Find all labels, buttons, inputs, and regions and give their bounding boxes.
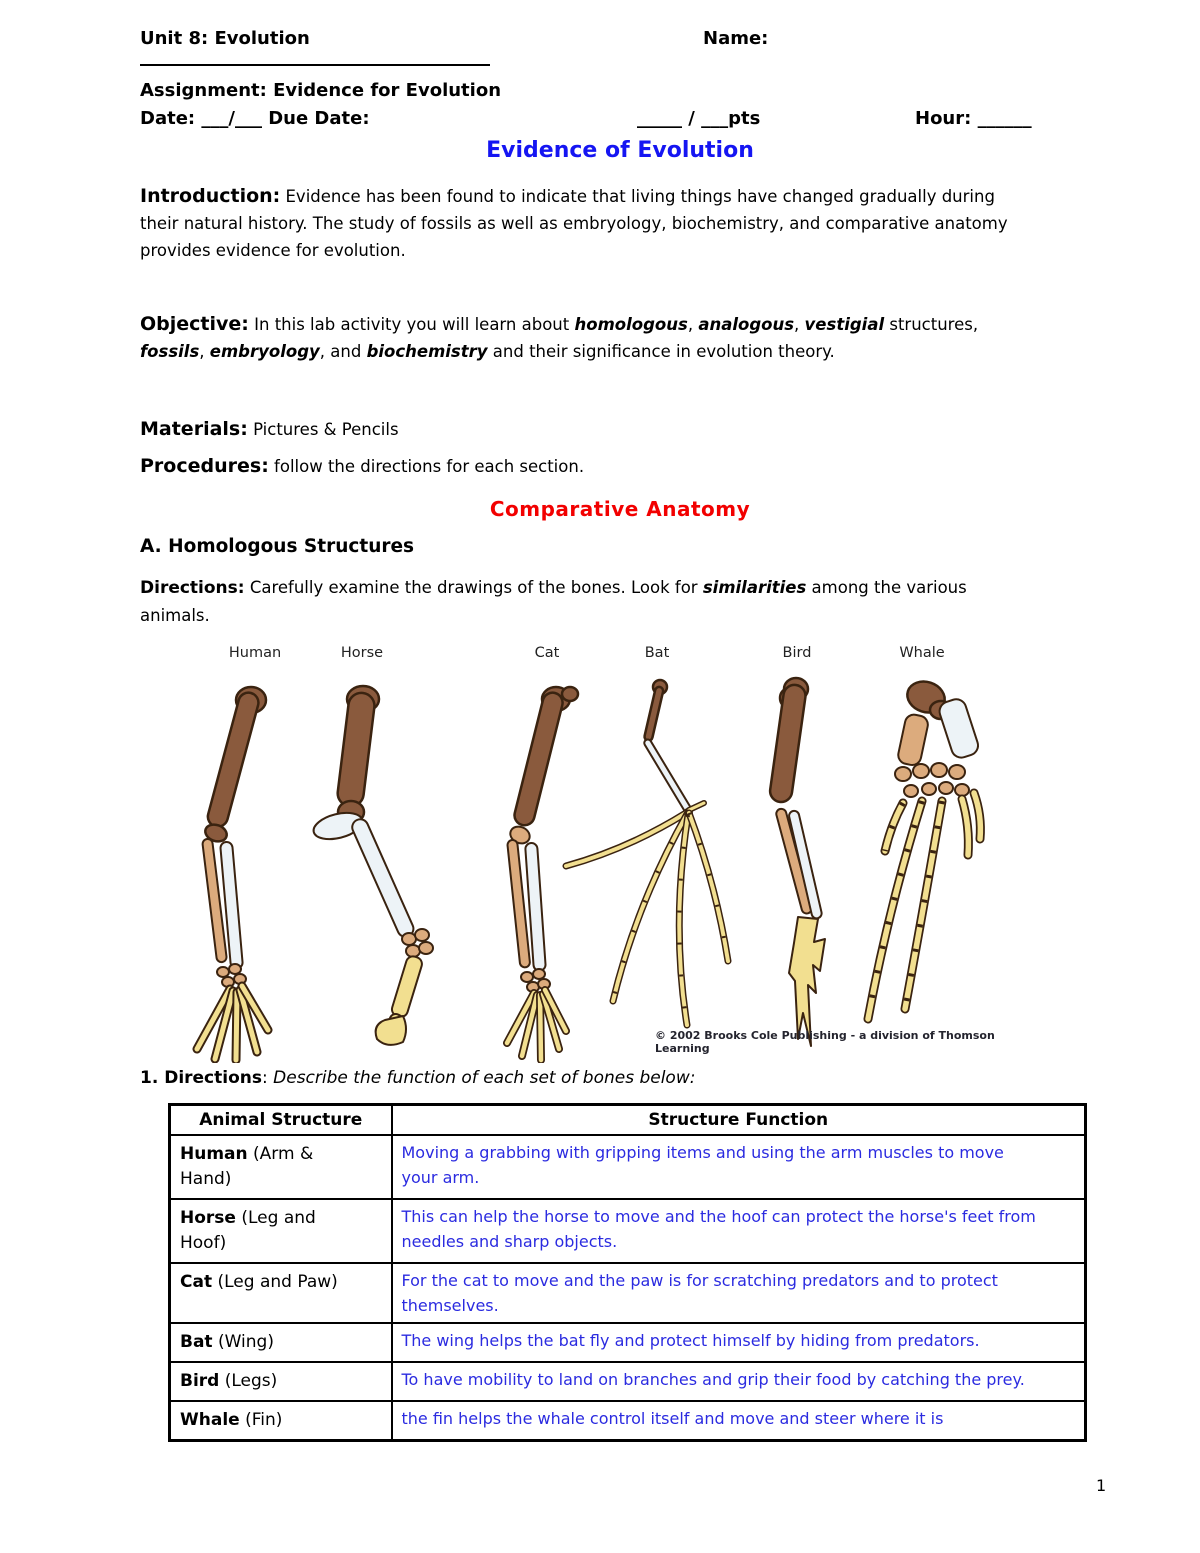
- animal-cell-human: [170, 1135, 392, 1199]
- label-whale: Whale: [899, 645, 945, 661]
- directions-1-text: Describe the function of each set of bones below:: [273, 1068, 696, 1088]
- animal-part: (Leg and Hoof): [180, 1208, 316, 1253]
- animal-name: Whale: [180, 1410, 240, 1430]
- objective-text: ,: [794, 315, 805, 334]
- animal-name: Human: [180, 1144, 248, 1164]
- objective-text: structures,: [884, 315, 979, 334]
- introduction-paragraph: [140, 183, 1010, 264]
- keyword-analogous: analogous: [698, 315, 795, 334]
- animal-part: (Arm & Hand): [180, 1144, 314, 1189]
- name-label: Name:: [703, 28, 769, 49]
- date-due-label: Date: ___/___ Due Date:: [140, 108, 370, 129]
- whale-fin-drawing: [868, 677, 981, 1019]
- bird-wing-drawing: [769, 678, 825, 1046]
- animal-cell-cat: [170, 1263, 392, 1323]
- objective-text: ,: [687, 315, 699, 334]
- animal-name: Bird: [180, 1371, 220, 1391]
- directions-a-text: among the various animals.: [140, 578, 967, 625]
- animal-name: Horse: [180, 1208, 236, 1228]
- directions-a-text: Carefully examine the drawings of the bones. Look for: [244, 578, 703, 597]
- objective-text: ,: [199, 342, 210, 361]
- figure-copyright: © 2002 Brooks Cole Publishing - a division of Thomson Learning: [655, 1029, 995, 1055]
- function-answer-whale: the fin helps the whale control itself and move and steer where it is: [392, 1401, 1086, 1441]
- col-header-animal-structure: Animal Structure: [170, 1105, 392, 1136]
- function-answer-bird: To have mobility to land on branches and grip their food by catching the prey.: [392, 1362, 1086, 1401]
- objective-paragraph: [140, 311, 1010, 365]
- keyword-vestigial: vestigial: [804, 315, 885, 334]
- bat-wing-drawing: [566, 680, 728, 1025]
- procedures-line: [140, 453, 1010, 480]
- name-blank-line: [140, 64, 490, 66]
- keyword-embryology: embryology: [209, 342, 320, 361]
- keyword-biochemistry: biochemistry: [366, 342, 488, 361]
- keyword-fossils: fossils: [140, 342, 200, 361]
- animal-part: (Wing): [212, 1332, 274, 1352]
- keyword-similarities: similarities: [702, 578, 807, 597]
- directions-1-line: [140, 1068, 695, 1088]
- table-header-row: [170, 1105, 1086, 1136]
- procedures-text: follow the directions for each section.: [268, 457, 585, 476]
- function-answer-cat: For the cat to move and the paw is for scratching predators and to protect themselves.: [392, 1263, 1086, 1323]
- bone-comparison-figure: [150, 643, 1010, 1063]
- objective-text: In this lab activity you will learn about: [248, 315, 575, 334]
- animal-part: (Legs): [219, 1371, 278, 1391]
- objective-text: and their significance in evolution theory.: [487, 342, 835, 361]
- objective-text: , and: [319, 342, 367, 361]
- animal-cell-horse: [170, 1199, 392, 1263]
- label-human: Human: [228, 645, 282, 661]
- directions-1-colon: :: [262, 1068, 274, 1088]
- label-bird: Bird: [782, 645, 812, 661]
- table-row-bat: [170, 1323, 1086, 1362]
- function-answer-horse: This can help the horse to move and the hoof can protect the horse's feet from needles and sharp objects.: [392, 1199, 1086, 1263]
- table-row-whale: [170, 1401, 1086, 1441]
- animal-part: (Fin): [239, 1410, 283, 1430]
- animal-cell-bird: [170, 1362, 392, 1401]
- animal-cell-whale: [170, 1401, 392, 1441]
- bone-diagram-svg: [150, 643, 1010, 1063]
- introduction-label: Introduction:: [140, 185, 281, 207]
- page-number: 1: [1096, 1476, 1107, 1495]
- horse-forelimb-drawing: [311, 686, 433, 1045]
- page-title: Evidence of Evolution: [486, 138, 754, 163]
- materials-text: Pictures & Pencils: [247, 420, 399, 439]
- unit-heading: Unit 8: Evolution: [140, 28, 310, 49]
- table-row-bird: [170, 1362, 1086, 1401]
- table-row-horse: [170, 1199, 1086, 1263]
- table-row-cat: [170, 1263, 1086, 1323]
- introduction-text: Evidence has been found to indicate that living things have changed gradually during their natural history. The study of fossils as well as embryology, biochemistry, and comparative anatomy provides evidence for evolution.: [140, 187, 1008, 260]
- label-bat: Bat: [644, 645, 670, 661]
- cat-forelimb-drawing: [507, 687, 578, 1060]
- animal-name: Cat: [180, 1272, 213, 1292]
- table-row-human: [170, 1135, 1086, 1199]
- col-header-structure-function: Structure Function: [392, 1105, 1086, 1136]
- function-answer-human: Moving a grabbing with gripping items and using the arm muscles to move your arm.: [392, 1135, 1086, 1199]
- human-forelimb-drawing: [197, 687, 268, 1060]
- label-cat: Cat: [534, 645, 560, 661]
- animal-part: (Leg and Paw): [212, 1272, 338, 1292]
- points-blank: _____ / ___pts: [637, 108, 761, 129]
- objective-label: Objective:: [140, 313, 249, 335]
- function-answer-bat: The wing helps the bat fly and protect himself by hiding from predators.: [392, 1323, 1086, 1362]
- keyword-homologous: homologous: [574, 315, 688, 334]
- comparative-anatomy-heading: Comparative Anatomy: [489, 497, 751, 521]
- hour-label: Hour: ______: [915, 108, 1032, 129]
- animal-cell-bat: [170, 1323, 392, 1362]
- materials-label: Materials:: [140, 418, 248, 440]
- directions-a-paragraph: [140, 574, 1010, 629]
- label-horse: Horse: [340, 645, 384, 661]
- materials-line: [140, 416, 1010, 443]
- part-a-heading: A. Homologous Structures: [140, 536, 415, 557]
- assignment-heading: Assignment: Evidence for Evolution: [140, 80, 502, 101]
- animal-name: Bat: [180, 1332, 213, 1352]
- directions-1-label: 1. Directions: [140, 1068, 262, 1088]
- structure-function-table: [168, 1103, 1087, 1442]
- directions-a-label: Directions:: [140, 578, 245, 598]
- structure-function-table-wrap: [168, 1103, 1087, 1442]
- procedures-label: Procedures:: [140, 455, 269, 477]
